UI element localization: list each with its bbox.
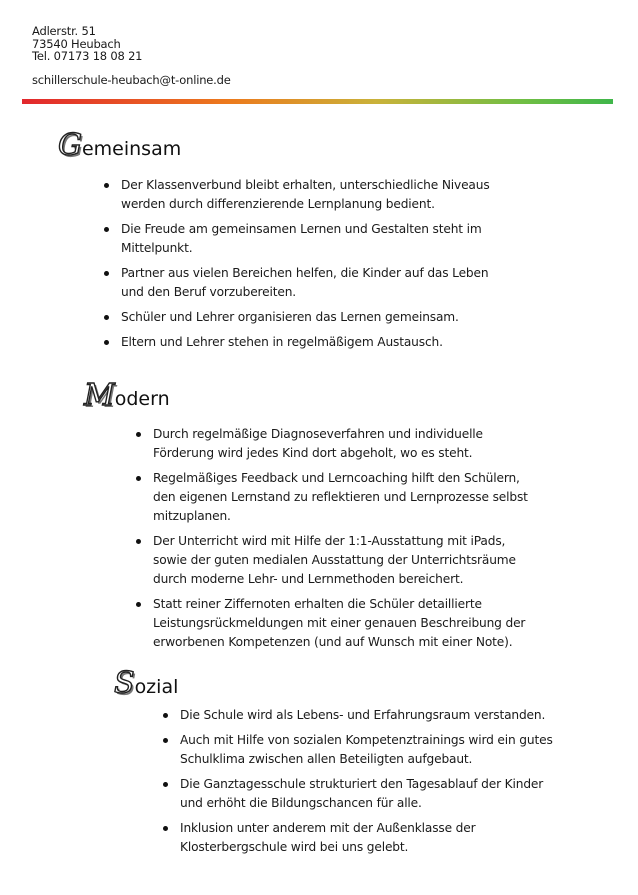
decorative-initial: G xyxy=(58,128,82,163)
list-item: Auch mit Hilfe von sozialen Kompetenztrainings wird ein gutes Schulklima zwischen allen Beteiligten aufgebaut. xyxy=(162,731,567,769)
decorative-initial: S xyxy=(114,666,135,701)
list-item: Eltern und Lehrer stehen in regelmäßigem Austausch. xyxy=(103,333,503,352)
list-item: Die Freude am gemeinsamen Lernen und Gestalten steht im Mittelpunkt. xyxy=(103,220,503,258)
decorative-initial: M xyxy=(84,378,115,413)
list-item: Regelmäßiges Feedback und Lerncoaching hilft den Schülern, den eigenen Lernstand zu reflektieren und Lernprozesse selbst mitzuplanen. xyxy=(135,469,535,526)
heading-text: odern xyxy=(114,388,170,410)
section-heading-gemeinsam xyxy=(58,128,181,163)
color-gradient-divider xyxy=(22,99,613,104)
list-item: Der Klassenverbund bleibt erhalten, unterschiedliche Niveaus werden durch differenzierende Lernplanung bedient. xyxy=(103,176,503,214)
list-item: Partner aus vielen Bereichen helfen, die Kinder auf das Leben und den Beruf vorzubereiten. xyxy=(103,264,503,302)
address-street: Adlerstr. 51 xyxy=(32,24,96,38)
list-item: Der Unterricht wird mit Hilfe der 1:1-Ausstattung mit iPads, sowie der guten medialen Ausstattung der Unterrichtsräume durch moderne Lehr- und Lernmethoden bereichert. xyxy=(135,532,535,589)
list-item: Die Schule wird als Lebens- und Erfahrungsraum verstanden. xyxy=(162,706,567,725)
list-item: Schüler und Lehrer organisieren das Lernen gemeinsam. xyxy=(103,308,503,327)
bullet-list-modern xyxy=(135,425,535,658)
bullet-list-gemeinsam xyxy=(103,176,503,358)
email-address[interactable]: schillerschule-heubach@t-online.de xyxy=(32,73,231,87)
school-address xyxy=(32,25,142,63)
heading-text: ozial xyxy=(134,676,179,698)
section-heading-modern xyxy=(84,378,170,413)
list-item: Statt reiner Ziffernoten erhalten die Schüler detaillierte Leistungsrückmeldungen mit einer genauen Beschreibung der erworbenen Kompetenzen (und auf Wunsch mit einer Note). xyxy=(135,595,535,652)
heading-text: emeinsam xyxy=(81,138,182,160)
address-phone: Tel. 07173 18 08 21 xyxy=(32,49,143,63)
address-city: 73540 Heubach xyxy=(32,36,121,51)
list-item: Inklusion unter anderem mit der Außenklasse der Klosterbergschule wird bei uns gelebt. xyxy=(162,819,567,857)
list-item: Die Ganztagesschule strukturiert den Tagesablauf der Kinder und erhöht die Bildungschancen für alle. xyxy=(162,775,567,813)
bullet-list-sozial xyxy=(162,706,567,863)
list-item: Durch regelmäßige Diagnoseverfahren und individuelle Förderung wird jedes Kind dort abgeholt, wo es steht. xyxy=(135,425,535,463)
section-heading-sozial xyxy=(114,666,178,701)
